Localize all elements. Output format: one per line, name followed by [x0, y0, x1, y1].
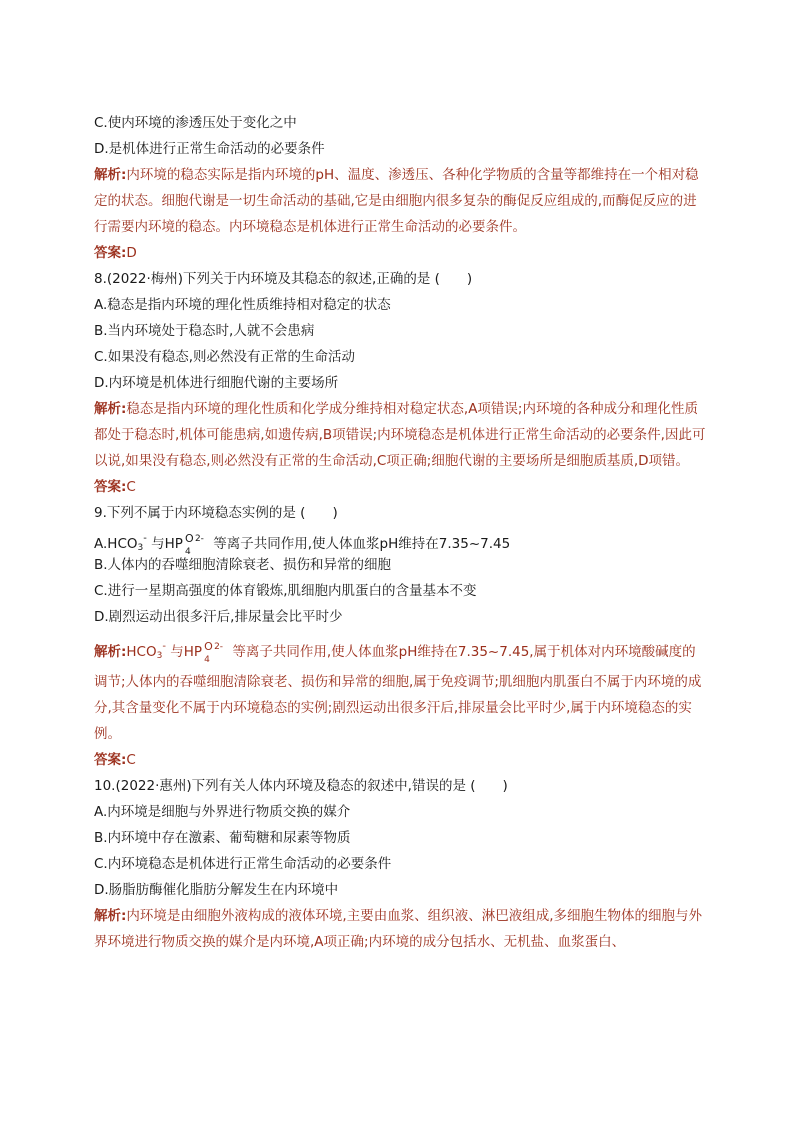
formula-subscript: 4 [184, 547, 191, 557]
formula-subscript: 3 [137, 543, 144, 553]
q9-answer [94, 747, 706, 773]
formula-o: O [184, 532, 194, 545]
formula-charge: - [143, 533, 147, 544]
q10-option-b: B.内环境中存在激素、葡萄糖和尿素等物质 [94, 830, 351, 846]
formula-o: O [145, 644, 157, 660]
q8-option-d: D.内环境是机体进行细胞代谢的主要场所 [94, 375, 339, 391]
explanation-label: 解析: [94, 401, 127, 417]
q10-option-c: C.内环境稳态是机体进行正常生命活动的必要条件 [94, 856, 392, 872]
q7-explanation [94, 162, 706, 240]
answer-label: 答案: [94, 245, 127, 261]
q8-answer [94, 474, 706, 500]
q9-option-a-text: 等离子共同作用,使人体血浆pH维持在7.35~7.45 [208, 536, 511, 552]
q9-explanation [94, 634, 706, 747]
formula-hpo4 [202, 640, 228, 665]
explanation-label: 解析: [94, 908, 127, 924]
formula-charge: 2- [194, 534, 204, 544]
formula-hpo4 [183, 532, 209, 557]
formula-charge: 2- [214, 642, 224, 652]
formula-hco3-prefix: HC [126, 644, 146, 660]
explanation-label: 解析: [94, 644, 127, 660]
q8-explanation [94, 396, 706, 474]
q10-option-a: A.内环境是细胞与外界进行物质交换的媒介 [94, 804, 351, 820]
formula-subscript: 4 [204, 655, 210, 665]
formula-subscript: 3 [156, 651, 163, 661]
formula-hco3-prefix: A.HC [94, 536, 127, 552]
q10-stem: 10.(2022·惠州)下列有关人体内环境及稳态的叙述中,错误的是 ( ) [94, 778, 508, 794]
q8-option-a: A.稳态是指内环境的理化性质维持相对稳定的状态 [94, 297, 391, 313]
formula-hpo4-prefix: 与HP [146, 536, 183, 552]
q9-option-b: B.人体内的吞噬细胞清除衰老、损伤和异常的细胞 [94, 557, 392, 573]
q7-answer-value: D [126, 245, 137, 261]
q8-stem: 8.(2022·梅州)下列关于内环境及其稳态的叙述,正确的是 ( ) [94, 271, 473, 287]
formula-o: O [204, 640, 213, 653]
explanation-label: 解析: [94, 167, 127, 183]
q10-explanation [94, 903, 706, 955]
q10-option-d: D.肠脂肪酶催化脂肪分解发生在内环境中 [94, 882, 339, 898]
answer-label: 答案: [94, 479, 127, 495]
q7-explanation-text: 内环境的稳态实际是指内环境的pH、温度、渗透压、各种化学物质的含量等都维持在一个相对稳定的状态。细胞代谢是一切生命活动的基础,它是由细胞内很多复杂的酶促反应组成的,而酶促反应的进行需要内环境的稳态。内环境稳态是机体进行正常生命活动的必要条件。 [94, 167, 699, 235]
q9-option-d: D.剧烈运动出很多汗后,排尿量会比平时少 [94, 609, 343, 625]
formula-o: O [126, 536, 138, 552]
q8-answer-value: C [126, 479, 136, 495]
q9-answer-value: C [126, 752, 136, 768]
q8-explanation-text: 稳态是指内环境的理化性质和化学成分维持相对稳定状态,A项错误;内环境的各种成分和理化性质都处于稳态时,机体可能患病,如遗传病,B项错误;内环境稳态是机体进行正常生命活动的必要条件,因此可以说,如果没有稳态,则必然没有正常的生命活动,C项正确;细胞代谢的主要场所是细胞质基质,D项错。 [94, 401, 706, 469]
q10-explanation-text: 内环境是由细胞外液构成的液体环境,主要由血浆、组织液、淋巴液组成,多细胞生物体的细胞与外界环境进行物质交换的媒介是内环境,A项正确;内环境的成分包括水、无机盐、血浆蛋白、 [94, 908, 702, 950]
formula-hpo4-prefix: 与HP [165, 644, 203, 660]
q8-option-c: C.如果没有稳态,则必然没有正常的生命活动 [94, 349, 356, 365]
q9-stem: 9.下列不属于内环境稳态实例的是 ( ) [94, 505, 338, 521]
q7-answer [94, 240, 706, 266]
formula-charge: - [162, 641, 166, 652]
q9-option-a [94, 526, 706, 557]
document-content [94, 110, 706, 955]
answer-label: 答案: [94, 752, 127, 768]
q8-option-b: B.当内环境处于稳态时,人就不会患病 [94, 323, 315, 339]
q9-option-c: C.进行一星期高强度的体育锻炼,肌细胞内肌蛋白的含量基本不变 [94, 583, 477, 599]
q7-option-d: D.是机体进行正常生命活动的必要条件 [94, 141, 325, 157]
q9-explanation-text: 等离子共同作用,使人体血浆pH维持在7.35~7.45,属于机体对内环境酸碱度的调节;人体内的吞噬细胞清除衰老、损伤和异常的细胞,属于免疫调节;肌细胞内肌蛋白不属于内环境的成分,其含量变化不属于内环境稳态的实例;剧烈运动出很多汗后,排尿量会比平时少,属于内环境稳态的实例。 [94, 644, 702, 742]
q7-option-c: C.使内环境的渗透压处于变化之中 [94, 115, 297, 131]
